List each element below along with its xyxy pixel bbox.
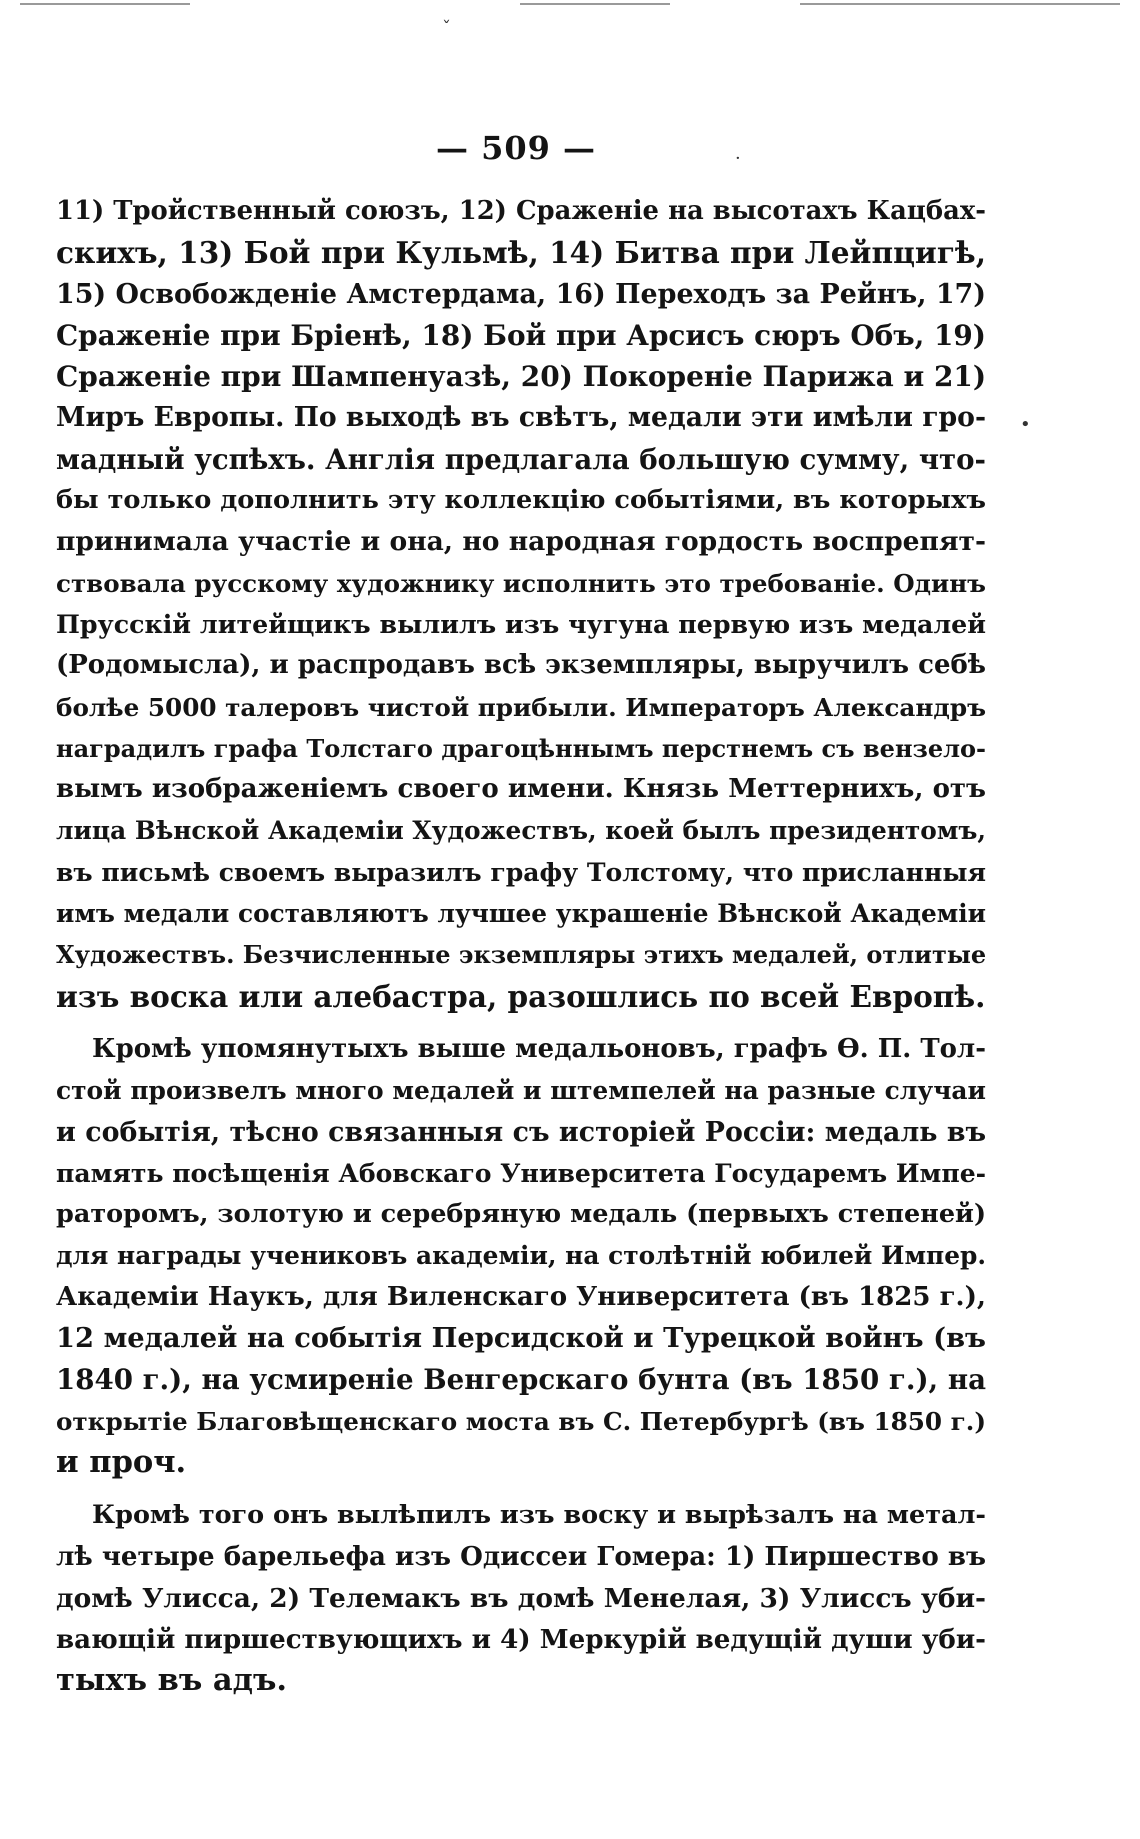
paragraph-1 (56, 191, 986, 1017)
paragraph-2 (56, 1029, 986, 1483)
text-line: для награды учениковъ академіи, на столѣтній юбилей Импер. (56, 1241, 986, 1271)
text-line: изъ воска или алебастра, разошлись по всей Европѣ. (56, 978, 986, 1014)
text-line: бы только дополнить эту коллекцію событіями, въ которыхъ (56, 485, 986, 516)
text-line: болѣе 5000 талеровъ чистой прибыли. Императоръ Александръ (56, 692, 986, 722)
text-line: домѣ Улисса, 2) Телемакъ въ домѣ Менелая, 3) Улиссъ уби- (56, 1582, 986, 1614)
body-text (56, 191, 986, 1702)
paragraph-gap (56, 1483, 986, 1495)
ink-speck: ˇ (442, 18, 451, 39)
text-line: Сраженіе при Шампенуазѣ, 20) Покореніе Парижа и 21) (56, 360, 986, 394)
text-line: (Родомысла), и распродавъ всѣ экземпляры, выручилъ себѣ (56, 650, 986, 681)
top-edge-rule-middle (520, 3, 670, 5)
text-line: тыхъ въ адъ. (56, 1662, 287, 1699)
text-line: лица Вѣнской Академіи Художествъ, коей былъ президентомъ, (56, 816, 986, 846)
text-line: вающій пиршествующихъ и 4) Меркурій ведущій души уби- (56, 1624, 986, 1656)
text-line: имъ медали составляютъ лучшее украшеніе Вѣнской Академіи (56, 899, 986, 929)
top-edge-rule-left (20, 3, 190, 5)
text-line: Кромѣ того онъ вылѣпилъ изъ воску и вырѣзалъ на метал- (92, 1500, 986, 1531)
text-line: мадный успѣхъ. Англія предлагала большую сумму, что- (56, 442, 986, 476)
text-line: 12 медалей на событія Персидской и Турецкой войнъ (въ (56, 1322, 986, 1355)
top-edge-rule-right (800, 3, 1120, 5)
text-line: ствовала русскому художнику исполнить это требованіе. Одинъ (56, 568, 986, 598)
text-line: стой произвелъ много медалей и штемпелей на разные случаи (56, 1076, 986, 1106)
text-line: Академіи Наукъ, для Виленскаго Университета (въ 1825 г.), (56, 1281, 986, 1312)
paragraph-3 (56, 1495, 986, 1701)
text-line: Сраженіе при Бріенѣ, 18) Бой при Арсисъ сюръ Объ, 19) (56, 318, 986, 352)
ink-speck: · (735, 148, 741, 169)
text-line: 11) Тройственный союзъ, 12) Сраженіе на высотахъ Кацбах- (56, 196, 986, 226)
text-line: Миръ Европы. По выходѣ въ свѣтъ, медали эти имѣли гро- (56, 402, 986, 434)
text-line: и событія, тѣсно связанныя съ исторіей Россіи: медаль въ (56, 1116, 986, 1148)
ink-speck: • (1020, 414, 1031, 435)
text-line: Кромѣ упомянутыхъ выше медальоновъ, графъ Ѳ. П. Тол- (92, 1033, 986, 1064)
text-line: лѣ четыре барельефа изъ Одиссеи Гомера: 1) Пиршество въ (56, 1541, 986, 1572)
text-line: въ письмѣ своемъ выразилъ графу Толстому, что присланныя (56, 856, 986, 887)
text-line: 15) Освобожденіе Амстердама, 16) Переходъ за Рейнъ, 17) (56, 278, 986, 310)
text-line: раторомъ, золотую и серебряную медаль (первыхъ степеней) (56, 1199, 986, 1230)
text-line: открытіе Благовѣщенскаго моста въ С. Петербургѣ (въ 1850 г.) (56, 1406, 986, 1436)
text-line: наградилъ графа Толстаго драгоцѣннымъ перстнемъ съ вензело- (56, 733, 986, 763)
page-number: — 509 — (435, 129, 597, 167)
text-line: скихъ, 13) Бой при Кульмѣ, 14) Битва при Лейпцигѣ, (56, 235, 986, 271)
text-line: Прусскій литейщикъ вылилъ изъ чугуна первую изъ медалей (56, 608, 986, 639)
paragraph-gap (56, 1017, 986, 1029)
text-line: 1840 г.), на усмиреніе Венгерскаго бунта (въ 1850 г.), на (56, 1363, 986, 1397)
text-line: память посѣщенія Абовскаго Университета Государемъ Импе- (56, 1157, 986, 1188)
text-line: принимала участіе и она, но народная гордость воспрепят- (56, 526, 986, 558)
text-line: и проч. (56, 1443, 187, 1480)
text-line: вымъ изображеніемъ своего имени. Князь Меттернихъ, отъ (56, 774, 986, 805)
text-line: Художествъ. Безчисленные экземпляры этихъ медалей, отлитые (56, 940, 986, 970)
